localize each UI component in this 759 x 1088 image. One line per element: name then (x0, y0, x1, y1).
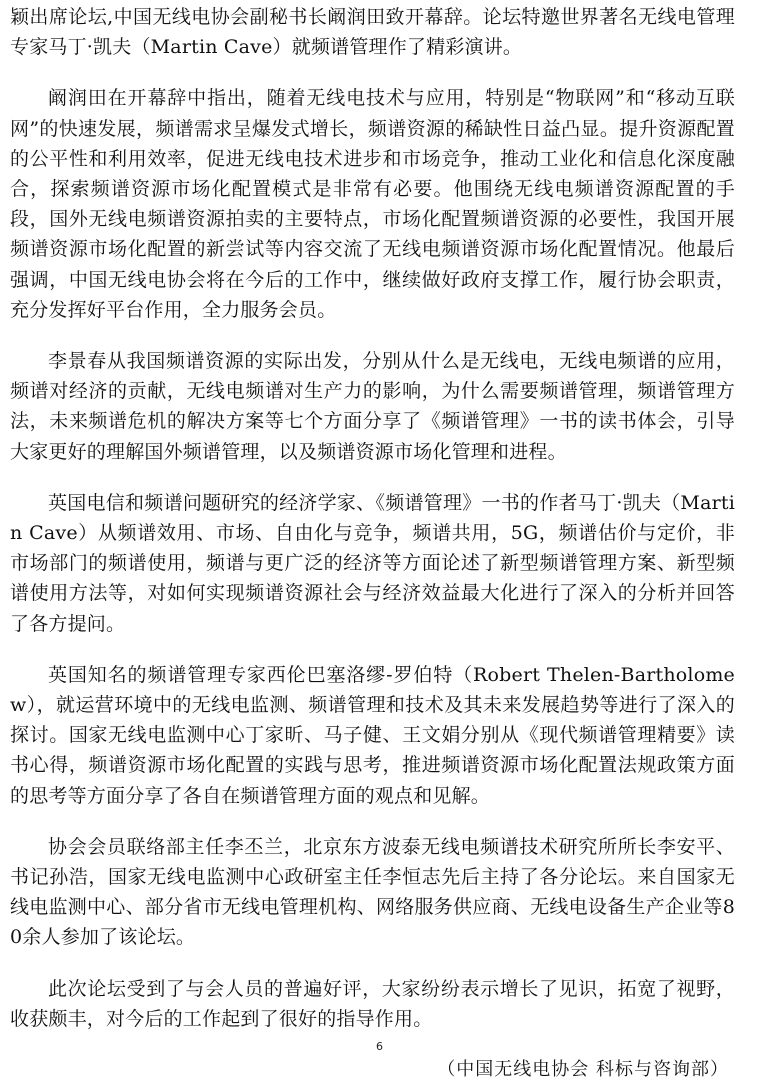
paragraph-spacer (10, 62, 735, 83)
paragraph-spacer (10, 639, 735, 660)
paragraph-spacer (10, 325, 735, 346)
page-number: 6 (376, 1040, 383, 1053)
article-credit: （中国无线电协会 科标与咨询部） (437, 1059, 729, 1081)
article-body (10, 2, 735, 1085)
paragraph-spacer (10, 953, 735, 974)
paragraph-robert-thelen: 英国知名的频谱管理专家西伦巴塞洛缪-罗伯特（Robert Thelen-Bartholomew），就运营环境中的无线电监测、频谱管理和技术及其未来发展趋势等进行了深入的探讨。国家无线电监测中心丁家昕、马子健、王文娟分别从《现代频谱管理精要》读书心得，频谱资源市场化配置的实践与思考，推进频谱资源市场化配置法规政策方面的思考等方面分享了各自在频谱管理方面的观点和见解。 (10, 663, 735, 807)
paragraph-martin-cave: 英国电信和频谱问题研究的经济学家、《频谱管理》一书的作者马丁·凯夫（Martin Cave）从频谱效用、市场、自由化与竞争，频谱共用，5G，频谱估价与定价，非市场部门的频谱使用，频谱与更广泛的经济等方面论述了新型频谱管理方案、新型频谱使用方法等，对如何实现频谱资源社会与经济效益最大化进行了深入的分析并回答了各方提问。 (10, 491, 735, 635)
paragraph-closing: 此次论坛受到了与会人员的普遍好评，大家纷纷表示增长了见识，拓宽了视野，收获颇丰，对今后的工作起到了很好的指导作用。 (10, 977, 735, 1030)
paragraph-kan-runtian-speech: 阚润田在开幕辞中指出，随着无线电技术与应用，特别是“物联网”和“移动互联网”的快速发展，频谱需求呈爆发式增长，频谱资源的稀缺性日益凸显。提升资源配置的公平性和利用效率，促进无线电技术进步和市场竞争，推动工业化和信息化深度融合，探索频谱资源市场化配置模式是非常有必要。他围绕无线电频谱资源配置的手段，国外无线电频谱资源拍卖的主要特点，市场化配置频谱资源的必要性，我国开展频谱资源市场化配置的新尝试等内容交流了无线电频谱资源市场化配置情况。他最后强调，中国无线电协会将在今后的工作中，继续做好政府支撑工作，履行协会职责，充分发挥好平台作用，全力服务会员。 (10, 87, 735, 321)
paragraph-spacer (10, 467, 735, 488)
paragraph-sub-forums: 协会会员联络部主任李丕兰，北京东方波泰无线电频谱技术研究所所长李安平、书记孙浩，国家无线电监测中心政研室主任李恒志先后主持了各分论坛。来自国家无线电监测中心、部分省市无线电管理机构、网络服务供应商、无线电设备生产企业等80余人参加了该论坛。 (10, 835, 735, 949)
paragraph-li-jingchun: 李景春从我国频谱资源的实际出发，分别从什么是无线电，无线电频谱的应用，频谱对经济的贡献，无线电频谱对生产力的影响，为什么需要频谱管理，频谱管理方法，未来频谱危机的解决方案等七个方面分享了《频谱管理》一书的读书体会，引导大家更好的理解国外频谱管理，以及频谱资源市场化管理和进程。 (10, 350, 735, 463)
paragraph-opening-continued: 颖出席论坛,中国无线电协会副秘书长阚润田致开幕辞。论坛特邀世界著名无线电管理专家马丁·凯夫（Martin Cave）就频谱管理作了精彩演讲。 (10, 6, 735, 59)
paragraph-spacer (10, 811, 735, 832)
